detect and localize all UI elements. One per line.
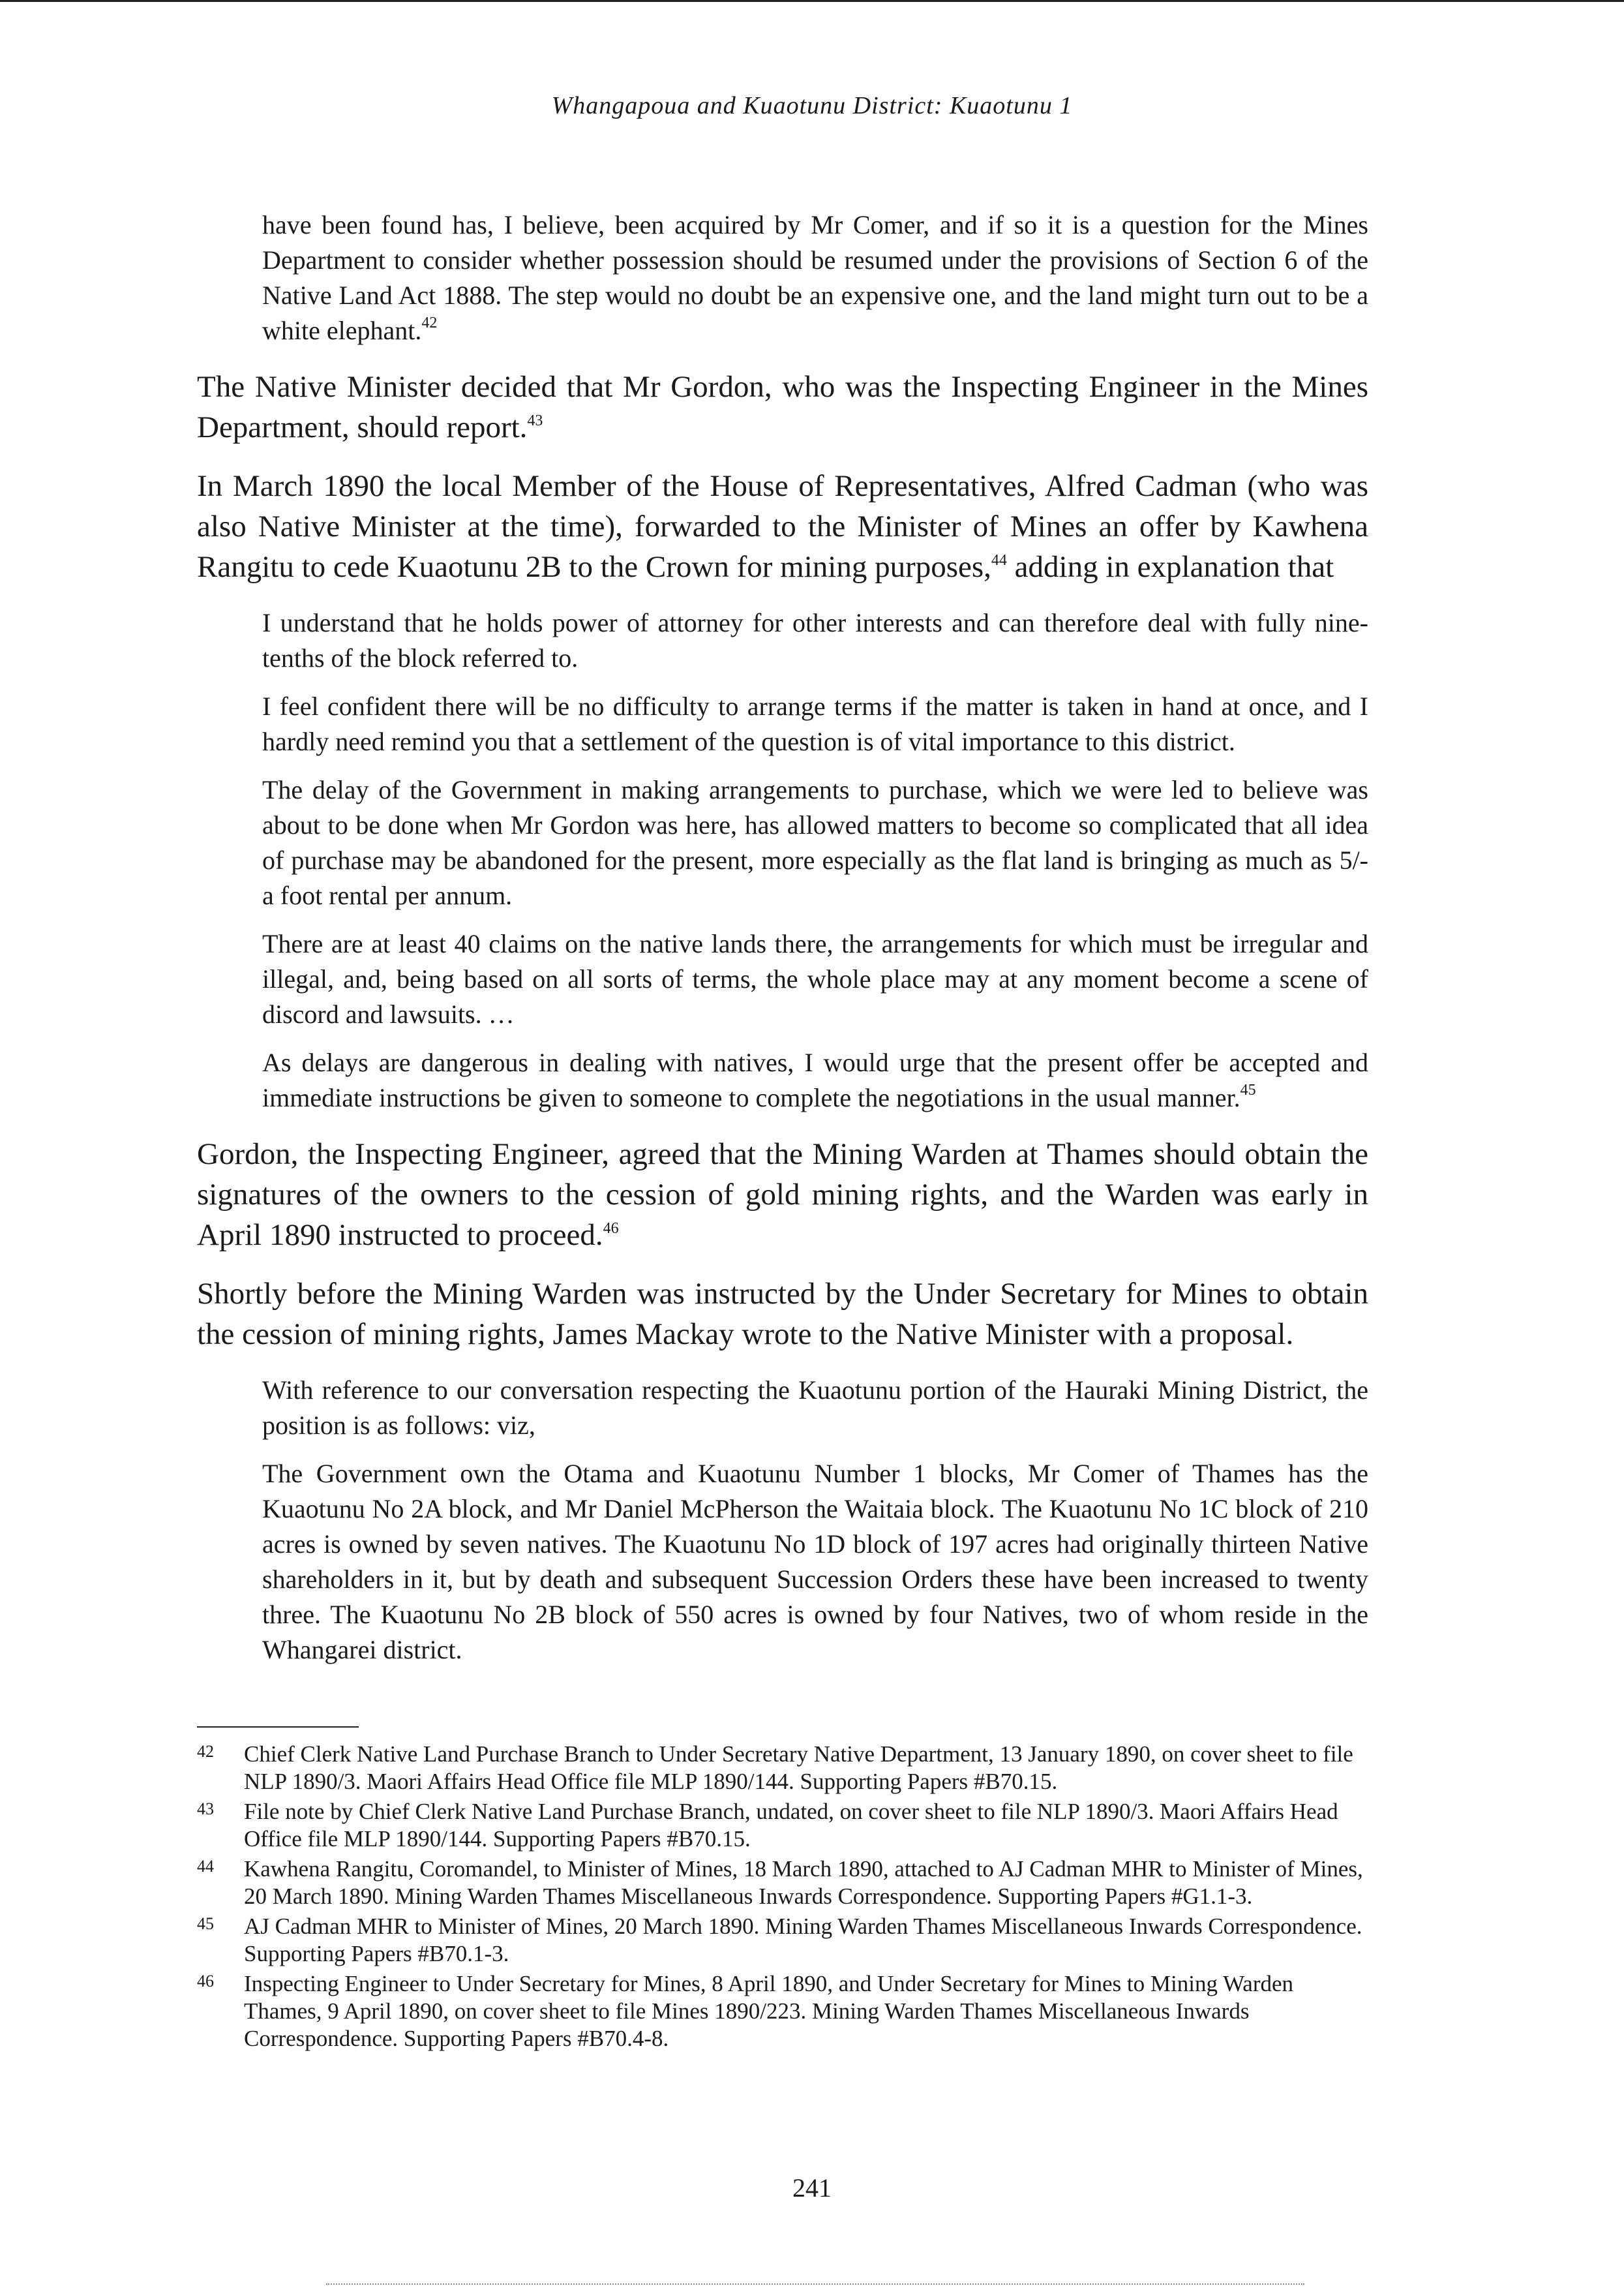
main-text: [197, 207, 1368, 1681]
block-quote-2: [262, 605, 1368, 1116]
block-quote-3: [262, 1373, 1368, 1668]
footnote-number: 45: [197, 1914, 214, 1933]
footnotes: [197, 1741, 1368, 2055]
quote-paragraph: With reference to our conversation respecting the Kuaotunu portion of the Hauraki Mining District, the position is as follows: viz,: [262, 1375, 1368, 1440]
quote-paragraph: have been found has, I believe, been acquired by Mr Comer, and if so it is a question for the Mines Department to consider whether possession should be resumed under the provisions of Section 6 of the Native Land Act 1888. The step would no doubt be an expensive one, and the land might turn out to be a white elephant.$^{42}$: [262, 210, 1368, 345]
quote-paragraph: I understand that he holds power of attorney for other interests and can therefore deal with fully nine-tenths of the block referred to.: [262, 608, 1368, 673]
footnote: [197, 1798, 1368, 1853]
footnote-number: 44: [197, 1857, 214, 1876]
body-paragraph-3: Gordon, the Inspecting Engineer, agreed that the Mining Warden at Thames should obtain the signatures of the owners to the cession of gold mining rights, and the Warden was early in April 1890 instructed to proceed.$^{46}$: [197, 1137, 1368, 1252]
running-head: Whangapoua and Kuaotunu District: Kuaotunu 1: [551, 92, 1073, 119]
quote-paragraph: As delays are dangerous in dealing with natives, I would urge that the present offer be accepted and immediate instructions be given to someone to complete the negotiations in the usual manner.$^{45}$: [262, 1048, 1368, 1112]
quote-paragraph: The delay of the Government in making arrangements to purchase, which we were led to believe was about to be done when Mr Gordon was here, has allowed matters to become so complicated that all idea of purchase may be abandoned for the present, more especially as the flat land is bringing as much as 5/- a foot rental per annum.: [262, 775, 1368, 910]
footnote-text: Chief Clerk Native Land Purchase Branch to Under Secretary Native Department, 13 January 1890, on cover sheet to file NLP 1890/3. Maori Affairs Head Office file MLP 1890/144. Supporting Papers #B70.15.: [244, 1741, 1353, 1794]
body-paragraph-2: In March 1890 the local Member of the House of Representatives, Alfred Cadman (who was also Native Minister at the time), forwarded to the Minister of Mines an offer by Kawhena Rangitu to cede Kuaotunu 2B to the Crown for mining purposes,$^{44}$ adding in explanation that: [197, 469, 1368, 584]
body-paragraph-1: The Native Minister decided that Mr Gordon, who was the Inspecting Engineer in the Mines Department, should report.$^{43}$: [197, 370, 1368, 444]
footnote-ref: 43: [527, 412, 543, 429]
footnote-text: File note by Chief Clerk Native Land Purchase Branch, undated, on cover sheet to file NLP 1890/3. Maori Affairs Head Office file MLP 1890/144. Supporting Papers #B70.15.: [244, 1799, 1338, 1852]
block-quote-1: [262, 207, 1368, 348]
quote-paragraph: I feel confident there will be no difficulty to arrange terms if the matter is taken in hand at once, and I hardly need remind you that a settlement of the question is of vital importance to this district.: [262, 692, 1368, 756]
footnote-number: 43: [197, 1799, 214, 1818]
footnote-text: Kawhena Rangitu, Coromandel, to Minister of Mines, 18 March 1890, attached to AJ Cadman MHR to Minister of Mines, 20 March 1890. Mining Warden Thames Miscellaneous Inwards Correspondence. Supporting Papers #G1.1-3.: [244, 1856, 1363, 1909]
footnote-ref: 46: [603, 1220, 619, 1237]
footnote-text: Inspecting Engineer to Under Secretary for Mines, 8 April 1890, and Under Secretary for Mines to Mining Warden Thames, 9 April 1890, on cover sheet to file Mines 1890/223. Mining Warden Thames Miscellaneous Inwards Correspondence. Supporting Papers #B70.4-8.: [244, 1971, 1294, 2051]
footnote: [197, 1741, 1368, 1795]
footnote-ref: 42: [421, 314, 438, 331]
bottom-edge-rule: [326, 2283, 1304, 2286]
footnote-separator: [197, 1726, 359, 1728]
footnote: [197, 1855, 1368, 1910]
footnote-ref: 44: [991, 552, 1007, 569]
footnote-ref: 45: [1240, 1082, 1256, 1099]
page-number: 241: [792, 2173, 832, 2203]
footnote: [197, 1970, 1368, 2052]
footnote-text: AJ Cadman MHR to Minister of Mines, 20 March 1890. Mining Warden Thames Miscellaneous Inwards Correspondence. Supporting Papers #B70.1-3.: [244, 1914, 1362, 1966]
footnote: [197, 1913, 1368, 1968]
footnote-number: 42: [197, 1742, 214, 1761]
quote-paragraph: There are at least 40 claims on the native lands there, the arrangements for which must be irregular and illegal, and, being based on all sorts of terms, the whole place may at any moment become a scene of discord and lawsuits. …: [262, 929, 1368, 1029]
body-paragraph-4: Shortly before the Mining Warden was instructed by the Under Secretary for Mines to obtain the cession of mining rights, James Mackay wrote to the Native Minister with a proposal.: [197, 1277, 1368, 1351]
quote-paragraph: The Government own the Otama and Kuaotunu Number 1 blocks, Mr Comer of Thames has the Kuaotunu No 2A block, and Mr Daniel McPherson the Waitaia block. The Kuaotunu No 1C block of 210 acres is owned by seven natives. The Kuaotunu No 1D block of 197 acres had originally thirteen Native shareholders in it, but by death and subsequent Succession Orders these have been increased to twenty three. The Kuaotunu No 2B block of 550 acres is owned by four Natives, two of whom reside in the Whangarei district.: [262, 1459, 1368, 1664]
footnote-number: 46: [197, 1972, 214, 1991]
top-edge-rule: [0, 0, 1624, 2]
